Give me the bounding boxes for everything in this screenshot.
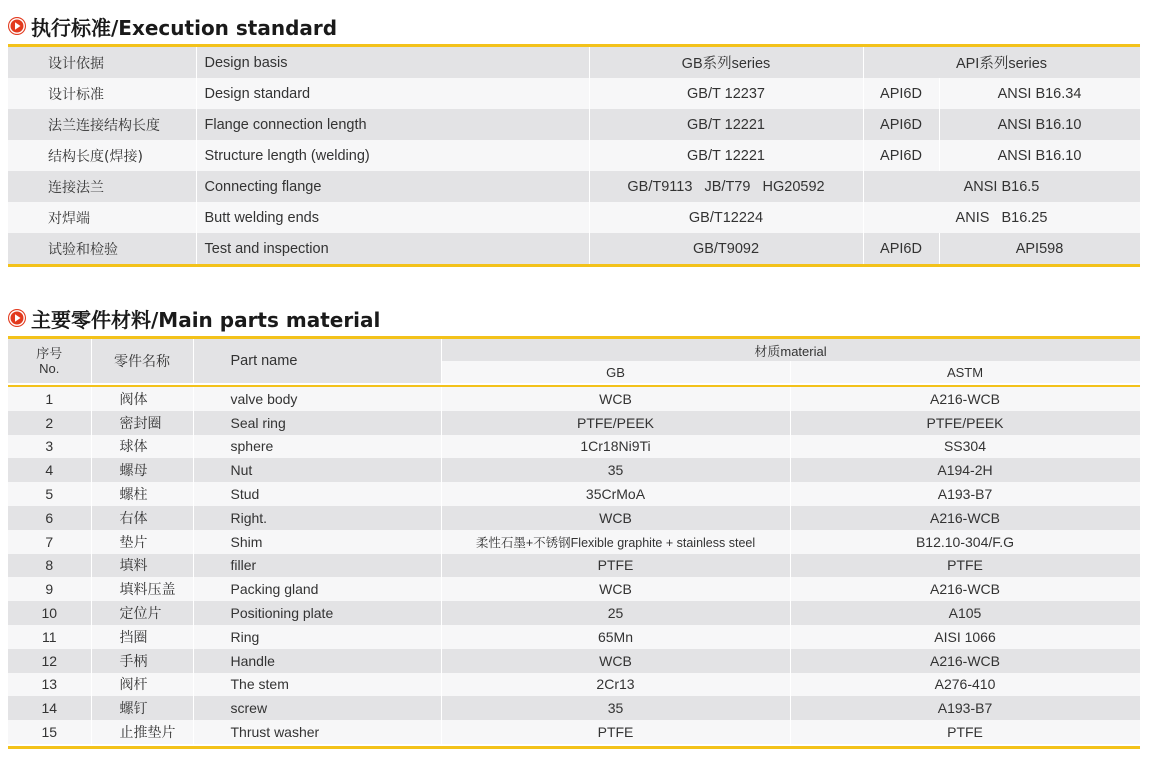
part-name-en: Nut xyxy=(193,458,441,482)
part-name-zh: 密封圈 xyxy=(91,411,193,435)
part-no: 14 xyxy=(8,696,91,720)
part-name-en: Packing gland xyxy=(193,577,441,601)
table-row xyxy=(8,720,1140,744)
part-name-zh: 止推垫片 xyxy=(91,720,193,744)
material-gb: 35 xyxy=(441,696,790,720)
table-row xyxy=(8,435,1140,459)
table-row xyxy=(8,78,1140,109)
material-astm: A216-WCB xyxy=(790,387,1140,411)
material-astm: A216-WCB xyxy=(790,577,1140,601)
part-name-en: The stem xyxy=(193,673,441,697)
api-value: API6D xyxy=(863,233,939,264)
part-no: 4 xyxy=(8,458,91,482)
row-label-en: Test and inspection xyxy=(196,233,589,264)
gb-header: GB xyxy=(441,361,790,383)
part-no: 10 xyxy=(8,601,91,625)
table-row xyxy=(8,601,1140,625)
part-name-en: sphere xyxy=(193,435,441,459)
material-astm: PTFE/PEEK xyxy=(790,411,1140,435)
material-header: 材质material xyxy=(441,339,1140,361)
part-name-zh: 垫片 xyxy=(91,530,193,554)
table-row xyxy=(8,202,1140,233)
row-label-en: Connecting flange xyxy=(196,171,589,202)
material-gb: 25 xyxy=(441,601,790,625)
part-no: 2 xyxy=(8,411,91,435)
ansi-value: ANSI B16.10 xyxy=(939,109,1140,140)
material-gb: PTFE xyxy=(441,554,790,578)
material-gb: 35CrMoA xyxy=(441,482,790,506)
part-no: 8 xyxy=(8,554,91,578)
material-astm: A105 xyxy=(790,601,1140,625)
row-label-zh: 法兰连接结构长度 xyxy=(8,109,196,140)
part-name-en: valve body xyxy=(193,387,441,411)
section-rule xyxy=(8,746,1140,749)
part-name-en: Positioning plate xyxy=(193,601,441,625)
gb-value: GB/T 12221 xyxy=(589,140,863,171)
row-label-zh: 结构长度(焊接) xyxy=(8,140,196,171)
material-gb: WCB xyxy=(441,506,790,530)
api-value: API6D xyxy=(863,140,939,171)
part-name-zh: 挡圈 xyxy=(91,625,193,649)
part-no: 3 xyxy=(8,435,91,459)
part-name-en: Stud xyxy=(193,482,441,506)
material-gb: 柔性石墨+不锈钢Flexible graphite + stainless steel xyxy=(441,530,790,554)
row-label-zh: 设计依据 xyxy=(8,47,196,78)
table-row xyxy=(8,458,1140,482)
table-row xyxy=(8,625,1140,649)
material-astm: A216-WCB xyxy=(790,506,1140,530)
table-row xyxy=(8,649,1140,673)
part-name-zh: 定位片 xyxy=(91,601,193,625)
part-name-en: filler xyxy=(193,554,441,578)
table-row xyxy=(8,506,1140,530)
table-row xyxy=(8,47,1140,78)
material-gb: 1Cr18Ni9Ti xyxy=(441,435,790,459)
material-astm: A194-2H xyxy=(790,458,1140,482)
row-label-en: Flange connection length xyxy=(196,109,589,140)
table-row xyxy=(8,673,1140,697)
part-no: 12 xyxy=(8,649,91,673)
table-row xyxy=(8,577,1140,601)
row-label-en: Butt welding ends xyxy=(196,202,589,233)
part-name-en: screw xyxy=(193,696,441,720)
table-row xyxy=(8,387,1140,411)
material-gb: 2Cr13 xyxy=(441,673,790,697)
execution-standard-title: 执行标准/Execution standard xyxy=(8,13,337,39)
execution-standard-table xyxy=(8,47,1141,264)
main-parts-table xyxy=(8,339,1141,383)
part-name-en: Ring xyxy=(193,625,441,649)
astm-header: ASTM xyxy=(790,361,1140,383)
api-test-value: API598 xyxy=(939,233,1140,264)
material-astm: PTFE xyxy=(790,720,1140,744)
material-astm: A276-410 xyxy=(790,673,1140,697)
section-rule xyxy=(8,264,1140,267)
gb-series-header: GB系列series xyxy=(589,47,863,78)
gb-value: GB/T 12221 xyxy=(589,109,863,140)
material-gb: PTFE xyxy=(441,720,790,744)
table-header-row xyxy=(8,339,1140,361)
part-name-zh: 手柄 xyxy=(91,649,193,673)
part-name-en: Shim xyxy=(193,530,441,554)
material-gb: WCB xyxy=(441,649,790,673)
material-gb: WCB xyxy=(441,577,790,601)
part-name-zh: 阀杆 xyxy=(91,673,193,697)
part-name-zh: 填料压盖 xyxy=(91,577,193,601)
row-label-zh: 设计标准 xyxy=(8,78,196,109)
table-row xyxy=(8,696,1140,720)
part-no: 6 xyxy=(8,506,91,530)
part-name-en: Thrust washer xyxy=(193,720,441,744)
api-value: API6D xyxy=(863,78,939,109)
part-name-zh: 阀体 xyxy=(91,387,193,411)
part-name-zh-header: 零件名称 xyxy=(91,339,193,383)
part-no: 15 xyxy=(8,720,91,744)
part-no: 1 xyxy=(8,387,91,411)
ansi-value: ANSI B16.10 xyxy=(939,140,1140,171)
material-astm: A193-B7 xyxy=(790,696,1140,720)
part-name-zh: 右体 xyxy=(91,506,193,530)
material-astm: B12.10-304/F.G xyxy=(790,530,1140,554)
part-name-zh: 螺母 xyxy=(91,458,193,482)
part-name-zh: 螺柱 xyxy=(91,482,193,506)
material-astm: SS304 xyxy=(790,435,1140,459)
no-header: 序号 No. xyxy=(8,339,91,383)
material-astm: A216-WCB xyxy=(790,649,1140,673)
material-gb: 65Mn xyxy=(441,625,790,649)
play-icon xyxy=(8,17,26,35)
part-name-zh: 球体 xyxy=(91,435,193,459)
api-value: API6D xyxy=(863,109,939,140)
table-row xyxy=(8,411,1140,435)
part-no: 11 xyxy=(8,625,91,649)
table-row xyxy=(8,233,1140,264)
part-name-en: Handle xyxy=(193,649,441,673)
gb-value: GB/T 12237 xyxy=(589,78,863,109)
part-no: 7 xyxy=(8,530,91,554)
material-astm: PTFE xyxy=(790,554,1140,578)
ansi-value: ANSI B16.34 xyxy=(939,78,1140,109)
row-label-zh: 连接法兰 xyxy=(8,171,196,202)
part-no: 9 xyxy=(8,577,91,601)
api-series-header: API系列series xyxy=(863,47,1140,78)
play-icon xyxy=(8,309,26,327)
main-parts-title: 主要零件材料/Main parts material xyxy=(8,305,380,331)
row-label-zh: 试验和检验 xyxy=(8,233,196,264)
part-name-en-header: Part name xyxy=(193,339,441,383)
row-label-zh: 对焊端 xyxy=(8,202,196,233)
gb-value: GB/T9092 xyxy=(589,233,863,264)
table-row xyxy=(8,140,1140,171)
part-name-zh: 填料 xyxy=(91,554,193,578)
part-no: 5 xyxy=(8,482,91,506)
part-name-en: Seal ring xyxy=(193,411,441,435)
material-gb: PTFE/PEEK xyxy=(441,411,790,435)
table-row xyxy=(8,482,1140,506)
row-label-en: Structure length (welding) xyxy=(196,140,589,171)
row-label-en: Design standard xyxy=(196,78,589,109)
api-value: ANIS B16.25 xyxy=(863,202,1140,233)
part-name-zh: 螺钉 xyxy=(91,696,193,720)
table-row xyxy=(8,109,1140,140)
gb-value: GB/T12224 xyxy=(589,202,863,233)
main-parts-body xyxy=(8,387,1141,744)
material-gb: WCB xyxy=(441,387,790,411)
table-row xyxy=(8,554,1140,578)
gb-value: GB/T9113 JB/T79 HG20592 xyxy=(589,171,863,202)
part-no: 13 xyxy=(8,673,91,697)
api-value: ANSI B16.5 xyxy=(863,171,1140,202)
table-row xyxy=(8,171,1140,202)
table-row xyxy=(8,530,1140,554)
part-name-en: Right. xyxy=(193,506,441,530)
row-label-en: Design basis xyxy=(196,47,589,78)
material-gb: 35 xyxy=(441,458,790,482)
material-astm: A193-B7 xyxy=(790,482,1140,506)
material-astm: AISI 1066 xyxy=(790,625,1140,649)
